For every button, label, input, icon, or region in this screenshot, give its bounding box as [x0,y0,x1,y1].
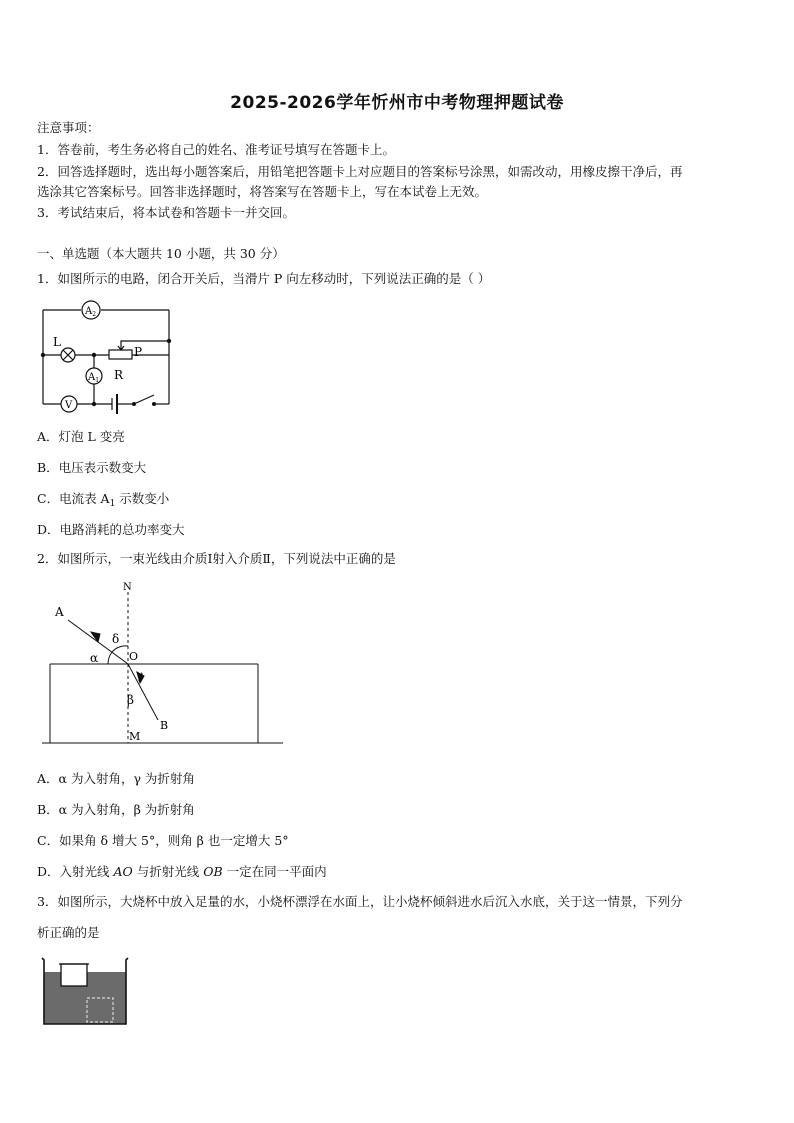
ammeter-a2-label: $A_2$ [85,306,97,318]
question-2-stem: 2．如图所示，一束光线由介质Ⅰ射入介质Ⅱ，下列说法中正确的是 [37,551,396,566]
q2-option-b: B．α 为入射角，β 为折射角 [37,802,195,817]
q1-option-c: C．电流表 $A_1$ 示数变小 [37,491,170,509]
q1-option-d: D．电路消耗的总功率变大 [37,522,185,537]
q2-option-d: D．入射光线 AO 与折射光线 OB 一定在同一平面内 [37,864,327,879]
q2-option-a: A．α 为入射角，γ 为折射角 [37,771,195,786]
refraction-diagram [38,580,288,748]
page-title: 2025-2026学年忻州市中考物理押题试卷 [230,93,564,113]
notice-item-2-cont: 选涂其它答案标号。回答非选择题时，将答案写在答题卡上，写在本试卷上无效。 [37,184,488,199]
slider-p-label: P [134,345,143,359]
normal-n-label: N [123,582,132,593]
normal-m-label: M [129,730,141,743]
angle-beta-label: β [127,693,134,707]
notice-item-2: 2．回答选择题时，选出每小题答案后，用铅笔把答题卡上对应题目的答案标号涂黑，如需改动，用橡皮擦干净后，再 [37,164,683,179]
beaker-diagram [40,954,132,1028]
question-1-stem: 1．如图所示的电路，闭合开关后，当滑片 P 向左移动时，下列说法正确的是（ ） [37,271,491,286]
question-3-stem: 3．如图所示，大烧杯中放入足量的水，小烧杯漂浮在水面上，让小烧杯倾斜进水后沉入水底，关于这一情景，下列分 [37,894,683,909]
angle-gamma-label: γ [136,668,144,682]
ray-b-label: B [160,719,169,732]
q1-option-a: A．灯泡 L 变亮 [37,429,125,444]
voltmeter-label: V [65,400,73,411]
section-heading: 一、单选题（本大题共 10 小题，共 30 分） [37,246,285,261]
angle-alpha-label: α [90,651,99,665]
notice-heading: 注意事项： [37,120,100,135]
ammeter-a1-label: $A_1$ [88,372,100,384]
point-o-label: O [129,650,139,663]
notice-item-1: 1．答卷前，考生务必将自己的姓名、准考证号填写在答题卡上。 [37,142,395,157]
q1-option-b: B．电压表示数变大 [37,460,147,475]
angle-delta-label: δ [112,632,120,646]
question-3-stem-cont: 析正确的是 [37,925,100,940]
rheostat-r-label: R [114,368,124,382]
q2-option-c: C．如果角 δ 增大 5°，则角 β 也一定增大 5° [37,833,289,848]
ray-a-label: A [55,605,64,619]
circuit-diagram [38,298,178,418]
lamp-label: L [53,335,61,349]
notice-item-3: 3．考试结束后，将本试卷和答题卡一并交回。 [37,205,295,220]
